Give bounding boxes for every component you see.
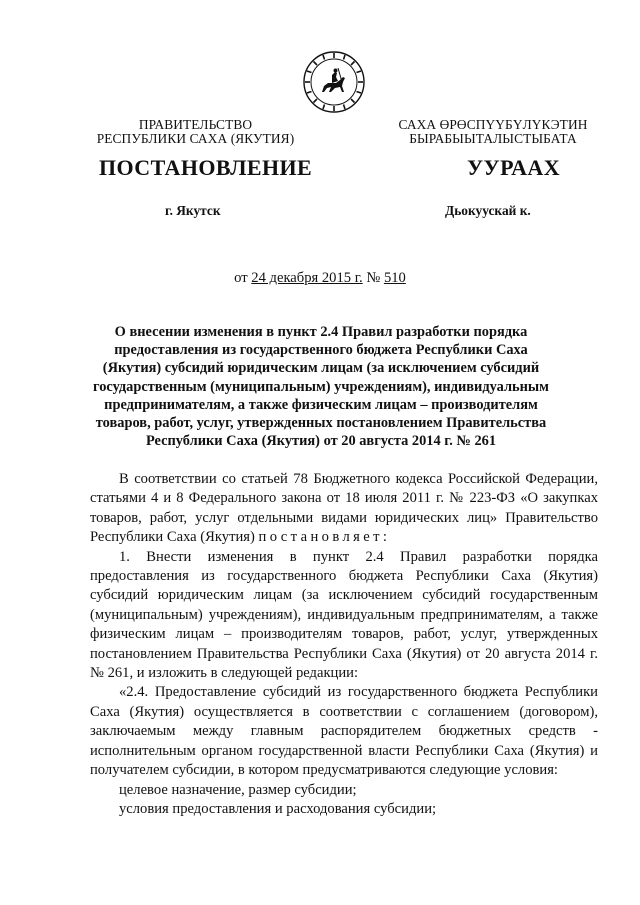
government-header-ru xyxy=(88,118,303,146)
document-number: 510 xyxy=(383,270,406,286)
header-left-line-2: РЕСПУБЛИКИ САХА (ЯКУТИЯ) xyxy=(96,131,295,146)
document-body xyxy=(90,470,598,819)
document-date: 24 декабря 2015 г. xyxy=(251,270,363,286)
coat-of-arms-emblem xyxy=(302,50,366,114)
date-prefix: от xyxy=(234,270,252,286)
item-2-4-paragraph: «2.4. Предоставление субсидий из государственного бюджета Республики Саха (Якутия) осуществляется в соответствии с соглашением (договором), заключаемым между главным распорядителем бюджетных средств - исполнительным органом государственной власти Республики Саха (Якутия) и получателем субсидии, в котором предусматриваются следующие условия: xyxy=(90,684,598,779)
preamble-text: В соответствии со статьей 78 Бюджетного кодекса Российской Федерации, статьями 4 и 8 Федерального закона от 18 июля 2011 г. № 223-ФЗ «О закупках товаров, работ, услуг отдельными видами юридических лиц» Правительство Республики Саха (Якутия) xyxy=(90,471,598,546)
city-sakha: Дьокуускай к. xyxy=(445,203,531,218)
document-type-sakha: УУРААХ xyxy=(467,155,560,180)
condition-1: целевое назначение, размер субсидии; xyxy=(119,781,357,798)
decree-word: постановляет: xyxy=(258,529,391,546)
document-type-ru: ПОСТАНОВЛЕНИЕ xyxy=(99,155,313,180)
document-subject: О внесении изменения в пункт 2.4 Правил разработки порядка предоставления из государственного бюджета Республики Саха (Якутия) субсидий юридическим лицам (за исключением субсидий государственным (муниципальным) учреждениям), индивидуальным предпринимателям, а также физическим лицам – производителям товаров, работ, услуг, утвержденных постановлением Правительства Республики Саха (Якутия) от 20 августа 2014 г. № 261 xyxy=(93,324,549,450)
item-1-paragraph: 1. Внести изменения в пункт 2.4 Правил разработки порядка предоставления из государственного бюджета Республики Саха (Якутия) субсидий юридическим лицам (за исключением субсидий государственным (муниципальным) учреждениям), индивидуальным предпринимателям, а также физическим лицам – производителям товаров, работ, услуг, утвержденных постановлением Правительства Республики Саха (Якутия) от 20 августа 2014 г. № 261, и изложить в следующей редакции: xyxy=(90,548,598,682)
government-header-sakha xyxy=(388,118,598,146)
number-sign: № xyxy=(362,270,384,286)
city-ru: г. Якутск xyxy=(165,203,221,218)
condition-2: условия предоставления и расходования субсидии; xyxy=(119,800,437,817)
header-right-line-2: БЫРАБЫЫТАЛЫСТЫБАТА xyxy=(409,131,577,146)
header-left-line-1: ПРАВИТЕЛЬСТВО xyxy=(138,117,253,132)
preamble-paragraph xyxy=(90,470,598,548)
header-right-line-1: САХА ӨРӨСПҮҮБҮЛҮКЭТИН xyxy=(398,117,588,132)
date-number-line xyxy=(0,270,640,287)
